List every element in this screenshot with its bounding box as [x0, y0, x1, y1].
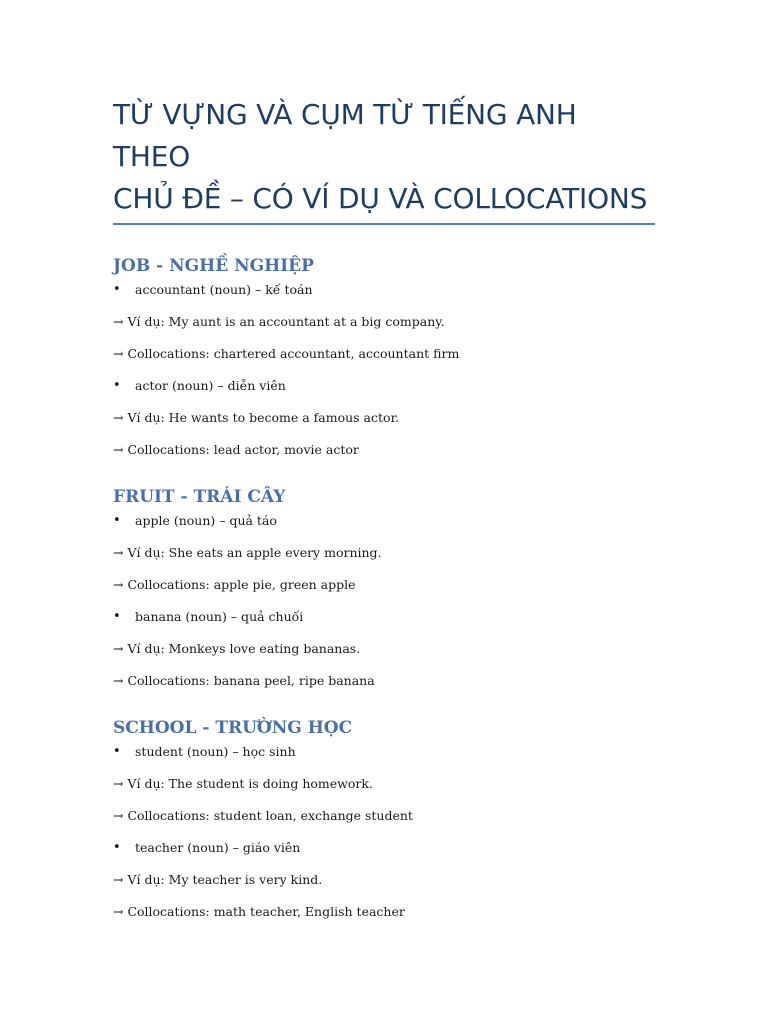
vocab-entry	[113, 512, 655, 529]
document-page	[113, 94, 655, 920]
vocab-word: student (noun) – học sinh	[135, 744, 296, 759]
vocab-entry	[113, 281, 655, 298]
collocations-line: → Collocations: lead actor, movie actor	[113, 442, 359, 457]
collocations-line: → Collocations: chartered accountant, accountant firm	[113, 346, 460, 361]
title-line-1: TỪ VỰNG VÀ CỤM TỪ TIẾNG ANH THEO	[113, 98, 577, 173]
vocab-entry	[113, 743, 655, 760]
vocab-word: actor (noun) – diễn viên	[135, 378, 286, 393]
collocations-line: → Collocations: apple pie, green apple	[113, 577, 356, 592]
bullet-icon: •	[113, 744, 121, 759]
bullet-icon: •	[113, 609, 121, 624]
vocab-entry	[113, 839, 655, 856]
document-title	[113, 94, 655, 220]
collocations-line: → Collocations: math teacher, English teacher	[113, 904, 405, 919]
section-heading: JOB - NGHỀ NGHIỆP	[113, 256, 314, 276]
title-line-2: CHỦ ĐỀ – CÓ VÍ DỤ VÀ COLLOCATIONS	[113, 182, 648, 215]
collocations-line: → Collocations: student loan, exchange student	[113, 808, 413, 823]
bullet-icon: •	[113, 282, 121, 297]
vocab-word: banana (noun) – quả chuối	[135, 609, 304, 624]
collocations-line: → Collocations: banana peel, ripe banana	[113, 673, 375, 688]
bullet-icon: •	[113, 378, 121, 393]
bullet-icon: •	[113, 513, 121, 528]
bullet-icon: •	[113, 840, 121, 855]
vocab-entry	[113, 377, 655, 394]
section-fruit	[113, 486, 655, 689]
example-line: → Ví dụ: The student is doing homework.	[113, 776, 373, 791]
example-line: → Ví dụ: My aunt is an accountant at a big company.	[113, 314, 445, 329]
example-line: → Ví dụ: My teacher is very kind.	[113, 872, 323, 887]
title-underline	[113, 223, 655, 225]
vocab-word: accountant (noun) – kế toán	[135, 282, 313, 297]
section-job	[113, 255, 655, 458]
vocab-word: apple (noun) – quả táo	[135, 513, 277, 528]
vocab-entry	[113, 608, 655, 625]
vocab-word: teacher (noun) – giáo viên	[135, 840, 301, 855]
section-school	[113, 717, 655, 920]
section-heading: SCHOOL - TRƯỜNG HỌC	[113, 718, 353, 738]
example-line: → Ví dụ: She eats an apple every morning.	[113, 545, 382, 560]
example-line: → Ví dụ: He wants to become a famous actor.	[113, 410, 400, 425]
section-heading: FRUIT - TRÁI CÂY	[113, 487, 286, 507]
example-line: → Ví dụ: Monkeys love eating bananas.	[113, 641, 361, 656]
